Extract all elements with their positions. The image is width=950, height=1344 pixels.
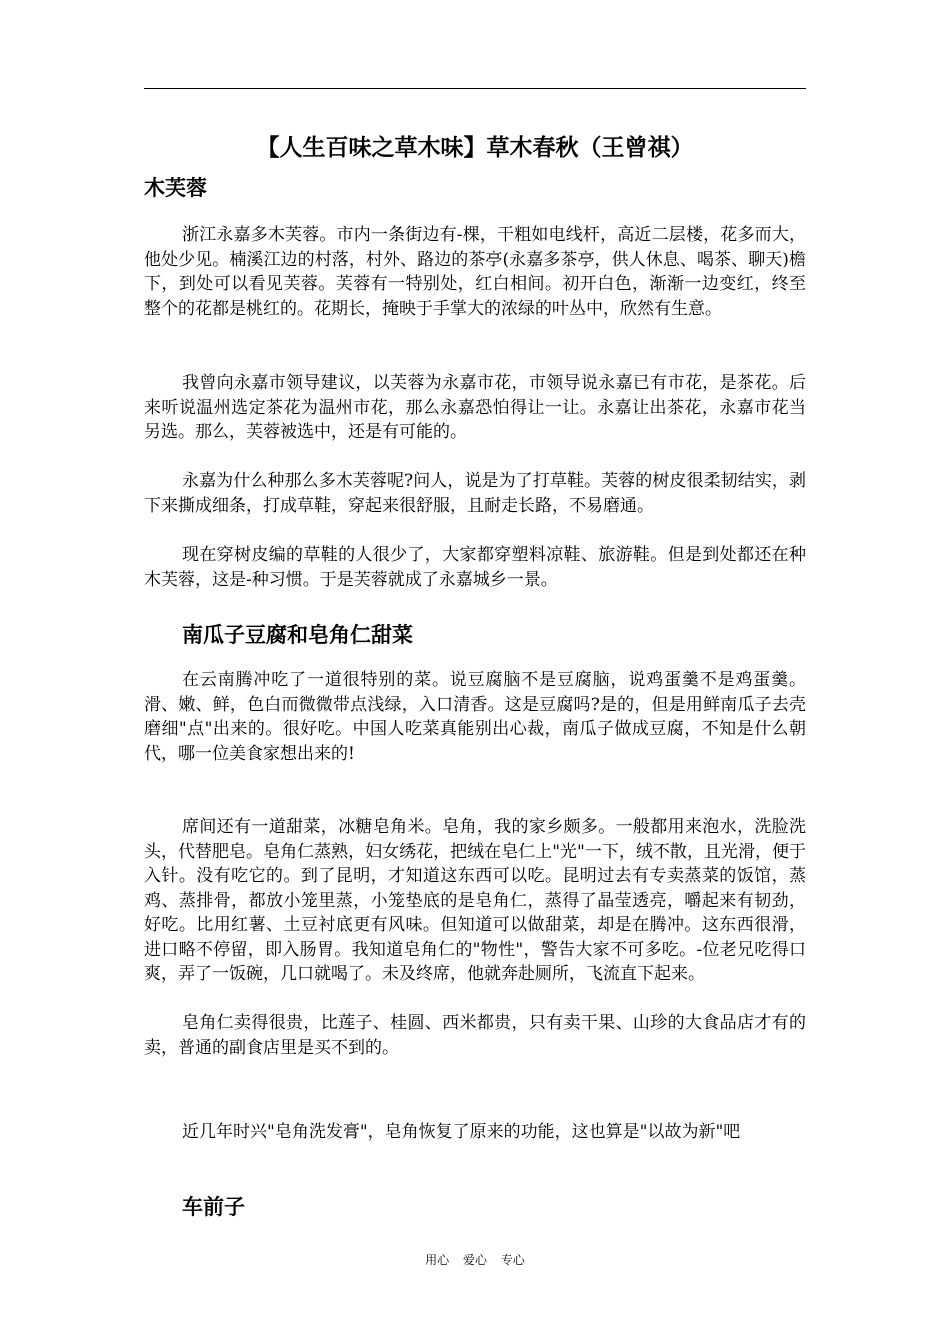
header-rule [144, 88, 806, 89]
section-heading-nanguazi: 南瓜子豆腐和皂角仁甜菜 [182, 623, 413, 647]
paragraph: 皂角仁卖得很贵，比莲子、桂圆、西米都贵，只有卖干果、山珍的大食品店才有的卖，普通的副食店里是买不到的。 [144, 1013, 806, 1058]
paragraph: 永嘉为什么种那么多木芙蓉呢?问人，说是为了打草鞋。芙蓉的树皮很柔韧结实，剥下来撕成细条，打成草鞋，穿起来很舒服，且耐走长路，不易磨通。 [144, 471, 806, 516]
paragraph: 在云南腾冲吃了一道很特别的菜。说豆腐脑不是豆腐脑，说鸡蛋羹不是鸡蛋羹。滑、嫩、鲜，色白而微微带点浅绿，入口清香。这是豆腐吗?是的，但是用鲜南瓜子去壳磨细"点"出来的。很好吃。中国人吃菜真能别出心裁，南瓜子做成豆腐，不知是什么朝代，哪一位美食家想出来的! [144, 670, 806, 764]
document-title: 【人生百味之草木味】草木春秋（王曾祺） [256, 135, 694, 161]
section-heading-cheqianzi: 车前子 [182, 1195, 245, 1219]
paragraph: 近几年时兴"皂角洗发膏"，皂角恢复了原来的功能，这也算是"以故为新"吧 [182, 1122, 741, 1142]
paragraph: 现在穿树皮编的草鞋的人很少了，大家都穿塑料凉鞋、旅游鞋。但是到处都还在种木芙蓉，这是-种习惯。于是芙蓉就成了永嘉城乡一景。 [144, 545, 806, 590]
page-footer: 用心 爱心 专心 [425, 1253, 525, 1267]
paragraph: 席间还有一道甜菜，冰糖皂角米。皂角，我的家乡颇多。一般都用来泡水，洗脸洗头，代替肥皂。皂角仁蒸熟，妇女绣花，把绒在皂仁上"光"一下，绒不散，且光滑，便于入针。没有吃它的。到了昆明，才知道这东西可以吃。昆明过去有专卖蒸菜的饭馆，蒸鸡、蒸排骨，都放小笼里蒸，小笼垫底的是皂角仁，蒸得了晶莹透亮，嚼起来有韧劲，好吃。比用红薯、土豆衬底更有风味。但知道可以做甜菜，却是在腾冲。这东西很滑，进口略不停留，即入肠胃。我知道皂角仁的"物性"，警告大家不可多吃。-位老兄吃得口爽，弄了一饭碗，几口就喝了。未及终席，他就奔赴厕所，飞流直下起来。 [144, 817, 806, 984]
paragraph: 浙江永嘉多木芙蓉。市内一条街边有-棵，干粗如电线杆，高近二层楼，花多而大，他处少见。楠溪江边的村落，村外、路边的茶亭(永嘉多茶亭，供人休息、喝茶、聊天)檐下，到处可以看见芙蓉。芙蓉有一特别处，红白相间。初开白色，渐渐一边变红，终至整个的花都是桃红的。花期长，掩映于手掌大的浓绿的叶丛中，欣然有生意。 [144, 225, 806, 319]
section-heading-mufurong: 木芙蓉 [144, 176, 207, 200]
paragraph: 我曾向永嘉市领导建议，以芙蓉为永嘉市花，市领导说永嘉已有市花，是茶花。后来听说温州选定茶花为温州市花，那么永嘉恐怕得让一让。永嘉让出茶花，永嘉市花当另选。那么，芙蓉被选中，还是有可能的。 [144, 373, 806, 442]
